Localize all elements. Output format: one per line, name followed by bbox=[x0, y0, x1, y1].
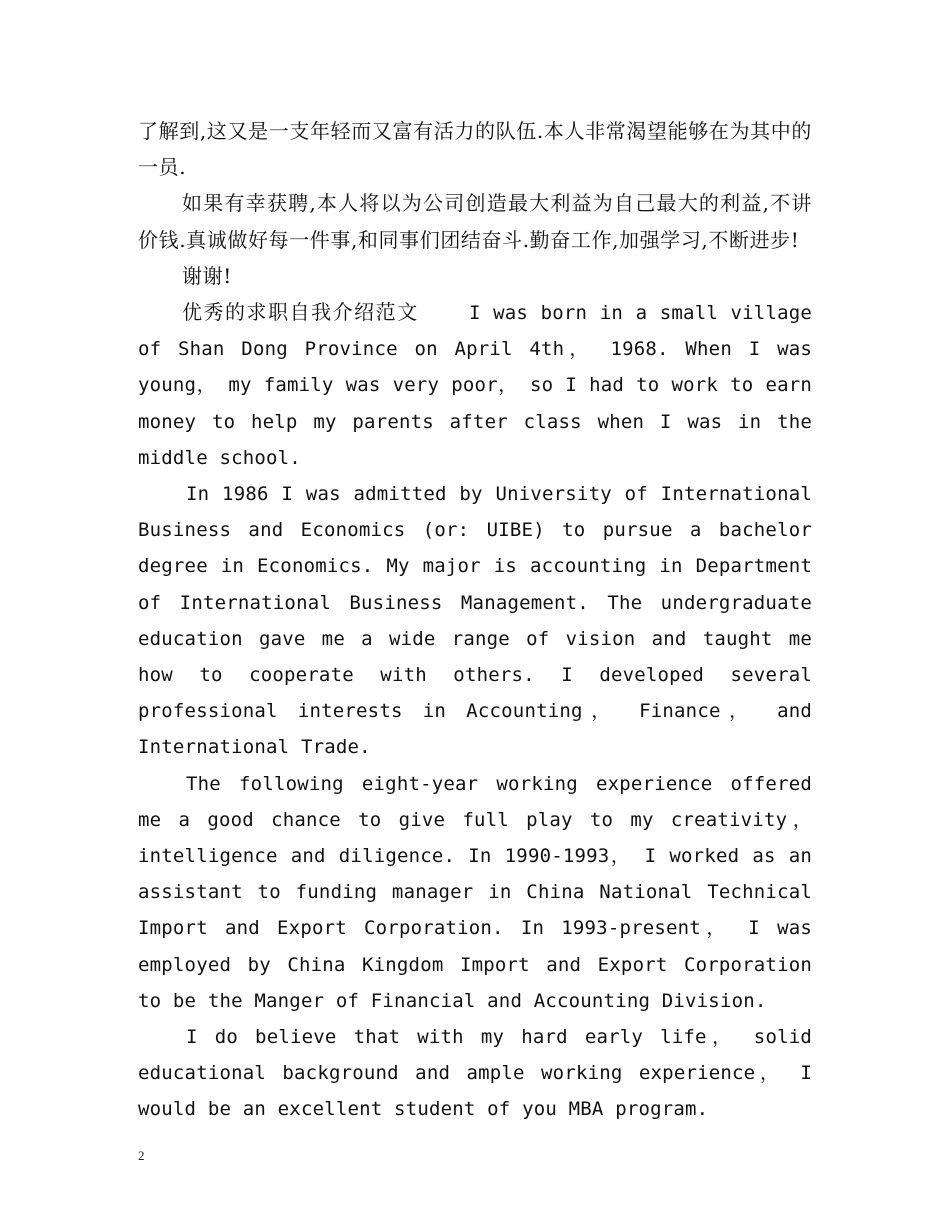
paragraph-hiring-commitment: 如果有幸获聘,本人将以为公司创造最大利益为自己最大的利益,不讲价钱.真诚做好每一件事,和同事们团结奋斗.勤奋工作,加强学习,不断进步! bbox=[138, 191, 812, 252]
page-number: 2 bbox=[138, 1148, 145, 1163]
sample-heading: 优秀的求职自我介绍范文 bbox=[182, 300, 419, 325]
document-body bbox=[138, 113, 812, 1128]
paragraph-team-intro: 了解到,这又是一支年轻而又富有活力的队伍.本人非常渴望能够在为其中的一员. bbox=[138, 119, 812, 180]
paragraph-sample-intro bbox=[138, 294, 812, 476]
paragraph-thanks: 谢谢! bbox=[182, 263, 232, 288]
sample-intro-text: I was born in a small village of Shan Dong Province on April 4th， 1968. When I was young， my family was very poor， so I had to work to earn money to help my parents after class when I was in the middle school. bbox=[138, 302, 812, 469]
paragraph-work-experience: The following eight-year working experience offered me a good chance to give full play to my creativity， intelligence and diligence. In 1990-1993， I worked as an assistant to funding manager in China National Technical Import and Export Corporation. In 1993-present， I was employed by China Kingdom Import and Export Corporation to be the Manger of Financial and Accounting Division. bbox=[138, 772, 812, 1012]
paragraph-conclusion: I do believe that with my hard early life， solid educational background and ample working experience， I would be an excellent student of you MBA program. bbox=[138, 1026, 812, 1121]
paragraph-education: In 1986 I was admitted by University of International Business and Economics (or: UIBE) to pursue a bachelor degree in Economics. My major is accounting in Department of International Business Management. The undergraduate education gave me a wide range of vision and taught me how to cooperate with others. I developed several professional interests in Accounting， Finance， and International Trade. bbox=[138, 483, 812, 759]
